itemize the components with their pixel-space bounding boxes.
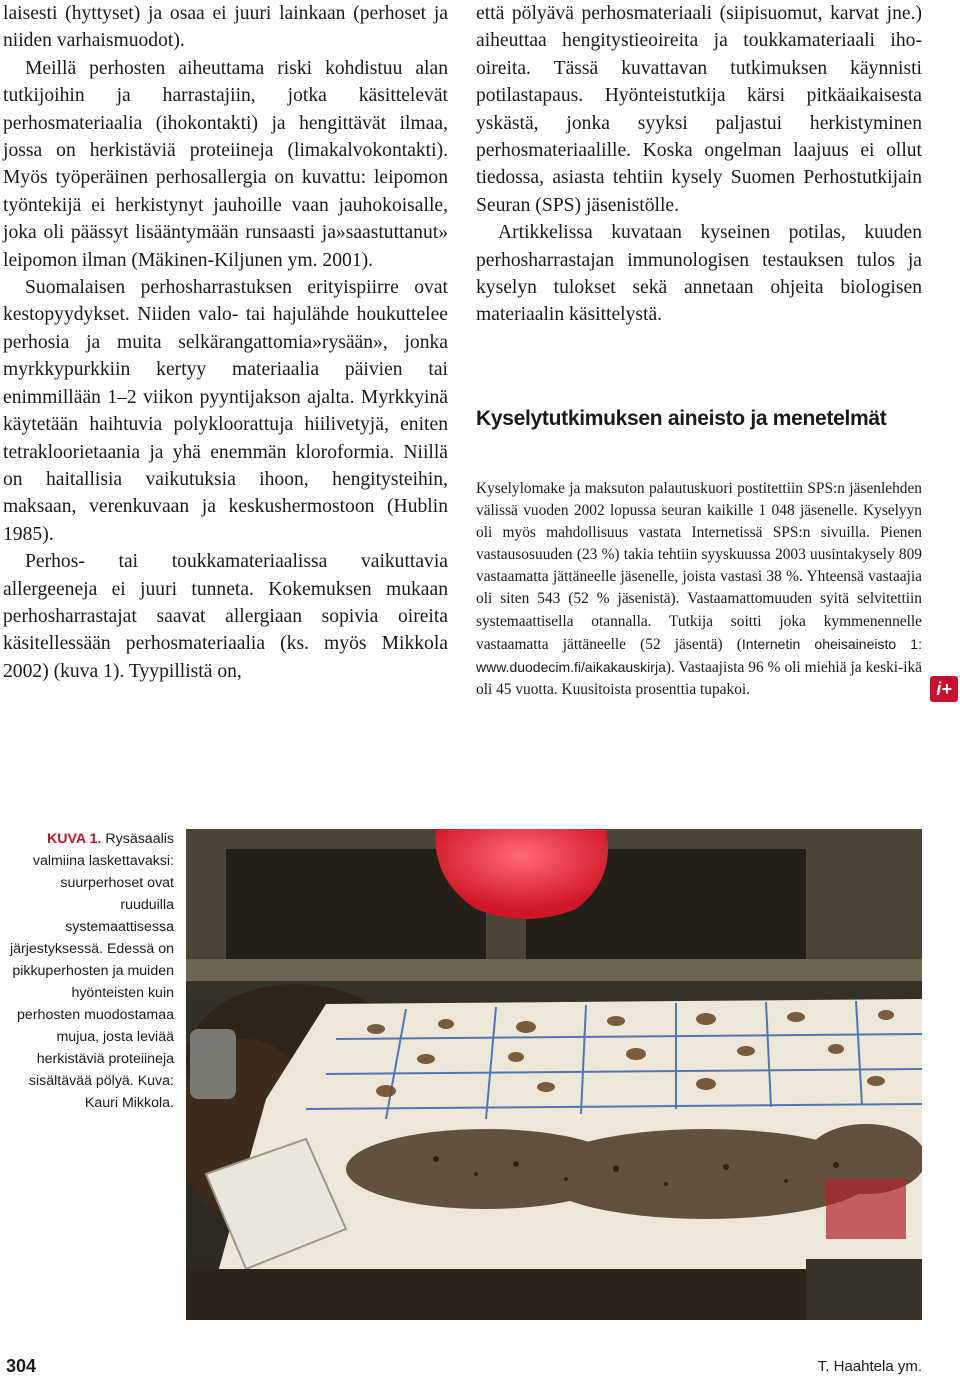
paragraph: että pölyävä perhosmateriaali (siipisuomut, karvat jne.) aiheuttaa hengitystieoireita ja toukkamateriaali iho-oireita. Tässä kuvattavan tutkimuksen käynnisti potilastapaus. Hyönteistutkija kärsi pitkäaikaisesta yskästä, jonka syyksi paljastui herkistyminen perhosmateriaalille. Koska ongelman laajuus ei ollut tiedossa, asiasta tehtiin kysely Suomen Perhostutkijain Seuran (SPS) jäsenistölle. — [476, 3, 922, 216]
figure-label: KUVA 1. — [46, 831, 102, 847]
moth-catch-photo — [186, 829, 922, 1320]
methods-text — [476, 478, 922, 701]
running-footer-author: T. Haahtela ym. — [817, 1358, 922, 1375]
paragraph: Meillä perhosten aiheuttama riski kohdistuu alan tutkijoihin ja harrastajiin, jotka käsittelevät perhosmateriaalia (ihokontakti) ja hengittävät ilmaa, jossa on herkistäviä proteiineja (limakalvokontakti). Myös työperäinen perhosallergia on kuvattu: leipomon työntekijä ei herkistynyt jauhoille vaan jauhokoisalle, joka oli päässyt lisääntymään runsaasti ja»saastuttanut» leipomon ilman (Mäkinen-Kiljunen ym. 2001). — [3, 57, 448, 271]
methods-text-end: ). Vastaajista 96 % oli miehiä ja keski-ikä oli 45 vuotta. Kuusitoista prosenttia tupakoi. — [476, 658, 922, 698]
right-text-column — [476, 0, 922, 329]
figure-photo — [186, 829, 922, 1320]
paragraph: laisesti (hyttyset) ja osaa ei juuri lainkaan (perhoset ja niiden varhaismuodot). — [3, 3, 448, 52]
paragraph — [476, 478, 922, 701]
methods-text-start: Kyselylomake ja maksuton palautuskuori postitettiin SPS:n jäsenlehden välissä vuoden 2002 lopussa seuran kaikille 1 048 jäsenelle. Kyselyyn oli myös mahdollisuus vastata Internetissä SPS:n sivuilla. Pienen vastausosuuden (23 %) takia tehtiin syyskuussa 2003 uusintakysely 809 vastaamatta jättäneelle jäsenelle, joista vastasi 38 %. Yhteensä vastaajia oli siten 543 (52 % jäsenistä). Vastaamattomuuden syitä selvitettiin systemaattisella otannalla. Tutkija soitti joka kymmenennelle vastaamatta jättäneelle (52 jäsentä) ( — [476, 480, 922, 653]
paragraph: Artikkelissa kuvataan kyseinen potilas, kuuden perhosharrastajan immunologisen testauksen tulos ja kyselyn tulokset sekä annetaan ohjeita biologisen materiaalin käsittelystä. — [476, 222, 922, 326]
left-text-column — [3, 0, 448, 685]
caption-text: Rysäsaalis valmiina laskettavaksi: suurperhoset ovat ruuduilla systemaattisessa järjestyksessä. Edessä on pikkuperhosten ja muiden hyönteisten kuin perhosten muodostamaa mujua, josta leviää herkistäviä proteiineja sisältävää pölyä. Kuva: Kauri Mikkola. — [9, 831, 174, 1111]
paragraph: Perhos- tai toukkamateriaalissa vaikuttavia allergeeneja ei juuri tunneta. Kokemuksen mukaan perhosharrastajat saavat allergiaan sopivia oireita käsitellessään perhosmateriaalia (ks. myös Mikkola 2002) (kuva 1). Tyypillistä on, — [3, 551, 448, 682]
supplement-link[interactable]: Internetin oheisaineisto 1: www.duodecim.fi/aikakauskirja — [476, 635, 922, 675]
online-supplement-icon: i+ — [930, 676, 958, 702]
paragraph: Suomalaisen perhosharrastuksen erityispiirre ovat kestopyydykset. Niiden valo- tai hajulähde houkuttelee perhosia ja muita selkärangattomia»rysään», jonka myrkkypurkkiin kertyy materiaalia päivien tai enimmillään 1–2 viikon pyyntijakson ajalta. Myrkkyinä käytetään haihtuvia polykloorattuja hiilivetyjä, eniten tetrakloorietaania ja yhä enemmän kloroformia. Niillä on haitallisia vaikutuksia ihoon, hengitysteihin, maksaan, verenkuvaan ja keskushermostoon (Hublin 1985). — [3, 277, 448, 545]
bottle — [190, 1029, 236, 1099]
figure-caption — [8, 828, 174, 1114]
section-heading: Kyselytutkimuksen aineisto ja menetelmät — [476, 407, 887, 430]
page-number: 304 — [6, 1356, 37, 1376]
